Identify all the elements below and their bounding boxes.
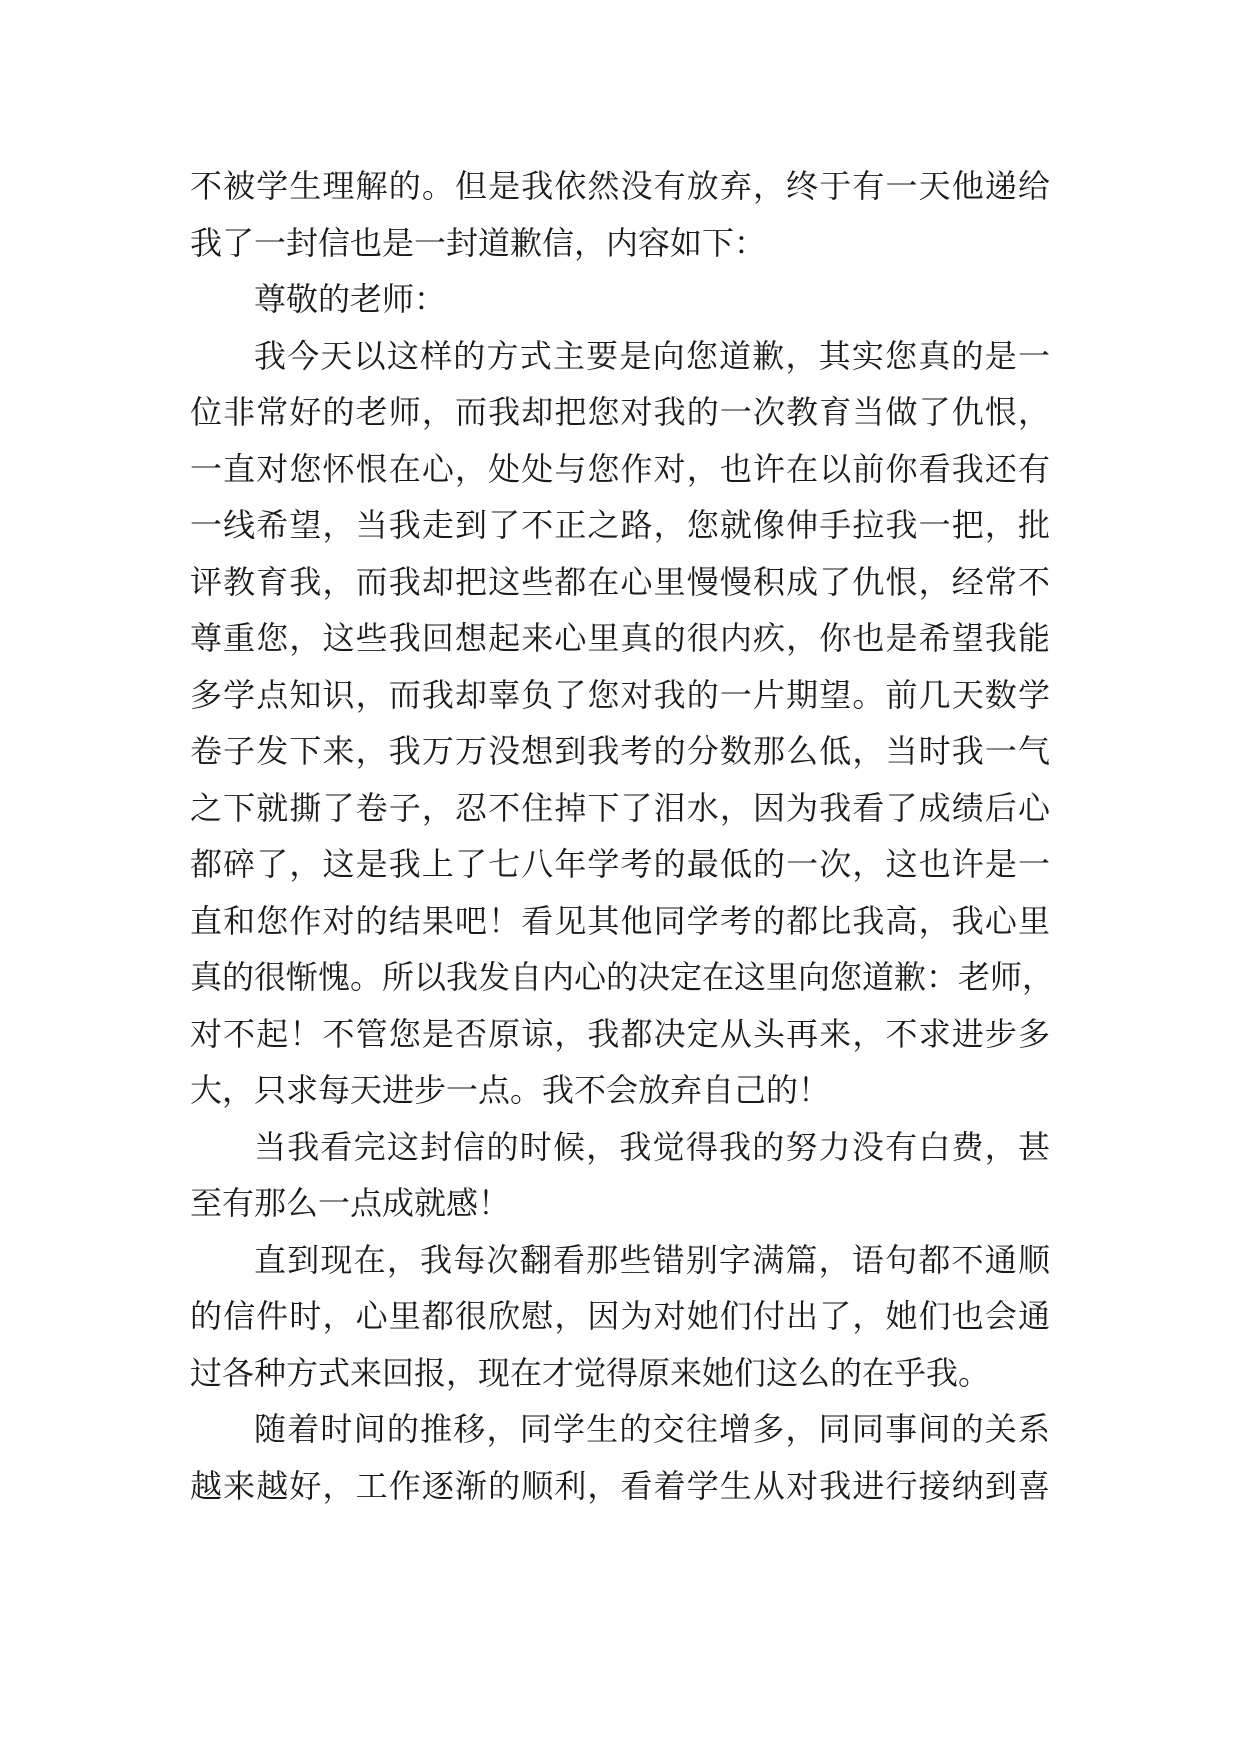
text-line: 我今天以这样的方式主要是向您道歉，其实您真的是一 bbox=[254, 336, 1050, 375]
text-line: 之下就撕了卷子，忍不住掉下了泪水，因为我看了成绩后心 bbox=[190, 788, 1050, 827]
text-line: 直和您作对的结果吧！看见其他同学考的都比我高，我心里 bbox=[190, 901, 1050, 940]
text-line: 多学点知识，而我却辜负了您对我的一片期望。前几天数学 bbox=[190, 675, 1050, 714]
text-line: 的信件时，心里都很欣慰，因为对她们付出了，她们也会通 bbox=[190, 1297, 1050, 1335]
text-line: 评教育我，而我却把这些都在心里慢慢积成了仇恨，经常不 bbox=[190, 562, 1050, 601]
text-line: 都碎了，这是我上了七八年学考的最低的一次，这也许是一 bbox=[190, 845, 1050, 883]
text-line: 当我看完这封信的时候，我觉得我的努力没有白费，甚 bbox=[254, 1127, 1050, 1166]
document-body bbox=[190, 158, 1055, 1514]
text-line: 对不起！不管您是否原谅，我都决定从头再来，不求进步多 bbox=[190, 1014, 1050, 1053]
text-line: 越来越好，工作逐渐的顺利，看着学生从对我进行接纳到喜 bbox=[190, 1466, 1050, 1505]
text-line: 直到现在，我每次翻看那些错别字满篇，语句都不通顺 bbox=[254, 1240, 1050, 1279]
text-line: 一直对您怀恨在心，处处与您作对，也许在以前你看我还有 bbox=[190, 449, 1050, 488]
text-line: 尊重您，这些我回想起来心里真的很内疚，你也是希望我能 bbox=[190, 619, 1050, 657]
text-line: 不被学生理解的。但是我依然没有放弃，终于有一天他递给 bbox=[190, 167, 1050, 205]
text-line: 一线希望，当我走到了不正之路，您就像伸手拉我一把，批 bbox=[190, 506, 1050, 544]
text-line: 过各种方式来回报，现在才觉得原来她们这么的在乎我。 bbox=[190, 1353, 991, 1392]
text-line: 真的很惭愧。所以我发自内心的决定在这里向您道歉：老师， bbox=[190, 958, 1055, 996]
text-line: 我了一封信也是一封道歉信，内容如下： bbox=[190, 223, 767, 262]
text-line: 卷子发下来，我万万没想到我考的分数那么低，当时我一气 bbox=[190, 732, 1050, 770]
text-line: 至有那么一点成就感！ bbox=[190, 1184, 511, 1222]
letter-salutation: 尊敬的老师： bbox=[254, 280, 447, 318]
text-line: 随着时间的推移，同学生的交往增多，同同事间的关系 bbox=[254, 1410, 1050, 1448]
text-line: 大，只求每天进步一点。我不会放弃自己的！ bbox=[190, 1071, 831, 1109]
text-line: 位非常好的老师，而我却把您对我的一次教育当做了仇恨， bbox=[190, 393, 1050, 431]
